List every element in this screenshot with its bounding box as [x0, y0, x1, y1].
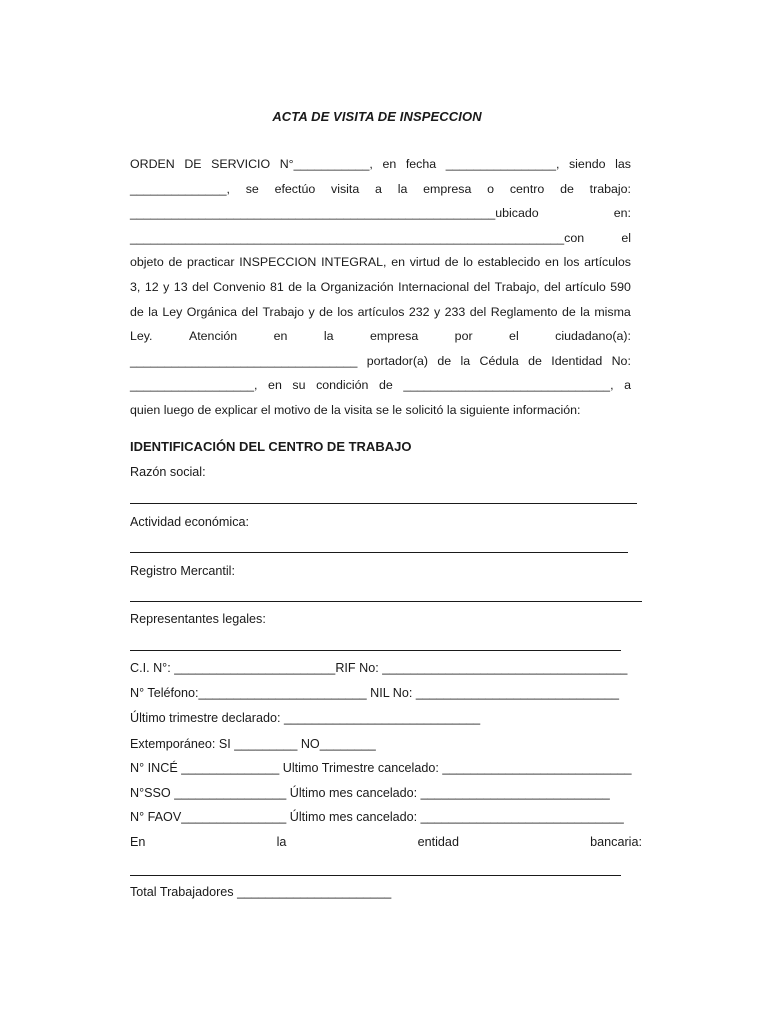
paragraph-word: en:	[613, 206, 631, 221]
section-title: IDENTIFICACIÓN DEL CENTRO DE TRABAJO	[130, 439, 412, 454]
paragraph-word: ______________________________,	[403, 378, 614, 393]
paragraph-word: _______________________________________________________________con	[130, 230, 585, 245]
paragraph-word: los	[337, 304, 354, 319]
paragraph-word: Trabajo,	[494, 279, 540, 294]
paragraph-line	[130, 250, 631, 275]
bancaria-word: En	[130, 835, 146, 849]
paragraph-word: de	[288, 279, 303, 294]
paragraph-word: en	[268, 378, 282, 393]
paragraph-line	[130, 373, 631, 398]
paragraph-word: la	[460, 353, 471, 368]
actividad-label: Actividad económica:	[130, 515, 250, 529]
paragraph-word: _____________________________________________________ubicado	[130, 206, 539, 221]
paragraph-word: o	[487, 181, 495, 196]
paragraph-word: Trabajo	[262, 304, 305, 319]
paragraph-word: Internacional	[398, 279, 470, 294]
paragraph-word: del	[469, 304, 487, 319]
paragraph-word: y	[434, 304, 441, 319]
paragraph-word: misma	[594, 304, 631, 319]
paragraph-word: de	[378, 378, 393, 393]
paragraph-word: artículos	[584, 255, 631, 270]
paragraph-line	[130, 324, 631, 349]
paragraph-word: trabajo:	[589, 181, 631, 196]
paragraph-line	[130, 152, 631, 177]
paragraph-word: portador(a)	[366, 353, 429, 368]
paragraph-word: la	[580, 304, 590, 319]
paragraph-word: de	[528, 353, 542, 368]
paragraph-word: Ley	[162, 304, 183, 319]
paragraph-word: _________________________________	[130, 353, 358, 368]
paragraph-word: del	[473, 279, 491, 294]
paragraph-word: empresa	[423, 181, 472, 196]
representantes-line	[130, 650, 621, 651]
paragraph-word: de	[130, 304, 144, 319]
paragraph-word: objeto	[130, 255, 164, 270]
bancaria-word: bancaria:	[590, 835, 642, 849]
sso-row: N°SSO ________________ Último mes cancelado: ___________________________	[130, 786, 610, 800]
paragraph-word: a	[375, 181, 382, 196]
bancaria-word: la	[276, 835, 287, 849]
paragraph-word: de	[168, 255, 183, 270]
paragraph-line	[130, 226, 631, 251]
paragraph-word: centro	[509, 181, 545, 196]
paragraph-word: lo	[463, 255, 473, 270]
total-trabajadores-row: Total Trabajadores ______________________	[130, 885, 392, 899]
paragraph-line	[130, 275, 631, 300]
paragraph-word: 3,	[130, 279, 141, 294]
paragraph-word: el	[509, 329, 519, 344]
paragraph-line	[130, 300, 631, 325]
trimestre-row: Último trimestre declarado: ____________________________	[130, 711, 481, 725]
faov-row: N° FAOV_______________ Último mes cancelado: _____________________________	[130, 810, 624, 824]
paragraph-word: Convenio	[213, 279, 266, 294]
paragraph-word: de	[319, 304, 333, 319]
registro-line	[130, 601, 642, 602]
paragraph-word: las	[615, 157, 631, 171]
paragraph-word: No:	[611, 353, 631, 368]
razon-social-label: Razón social:	[130, 465, 206, 479]
paragraph-word: ORDEN	[130, 157, 175, 171]
paragraph-word: 12	[144, 279, 159, 294]
document-title: ACTA DE VISITA DE INSPECCION	[272, 109, 482, 124]
paragraph-word: Identidad	[551, 353, 603, 368]
paragraph-word: los	[563, 255, 580, 270]
paragraph-line	[130, 177, 631, 202]
paragraph-word: en	[273, 329, 288, 344]
paragraph-word: por	[454, 329, 473, 344]
paragraph-word: virtud	[409, 255, 441, 270]
registro-label: Registro Mercantil:	[130, 564, 235, 578]
paragraph-word: INSPECCION	[239, 255, 317, 270]
paragraph-word: SERVICIO	[211, 157, 271, 171]
paragraph-word: la	[323, 329, 334, 344]
paragraph-word: condición	[316, 378, 369, 393]
paragraph-word: del	[544, 279, 561, 294]
paragraph-word: y	[308, 304, 315, 319]
paragraph-word: de	[560, 181, 574, 196]
paragraph-word: su	[292, 378, 306, 393]
paragraph-word: visita	[331, 181, 360, 196]
razon-social-line	[130, 503, 637, 504]
paragraph-word: ______________,	[130, 181, 230, 196]
paragraph-word: del	[241, 304, 259, 319]
paragraph-word: Reglamento	[490, 304, 558, 319]
paragraph-line	[130, 349, 631, 374]
paragraph-word: de	[444, 255, 459, 270]
bancaria-line	[130, 875, 621, 876]
paragraph-word: de	[437, 353, 452, 368]
paragraph-word: la	[306, 279, 317, 294]
paragraph-word: DE	[184, 157, 202, 171]
paragraph-word: Organización	[320, 279, 394, 294]
paragraph-word: en	[382, 157, 397, 171]
paragraph-word: practicar	[187, 255, 235, 270]
paragraph-word: de	[562, 304, 576, 319]
paragraph-word: 232	[408, 304, 430, 319]
ince-row: N° INCÉ ______________ Ultimo Trimestre cancelado: ___________________________	[130, 761, 632, 775]
ci-rif-row: C.I. N°: _______________________RIF No: ___________________________________	[130, 661, 628, 675]
paragraph-word: artículo	[565, 279, 606, 294]
paragraph-word: 13	[173, 279, 188, 294]
intro-paragraph	[130, 152, 631, 423]
paragraph-word: 233	[444, 304, 466, 319]
paragraph-word: empresa	[370, 329, 419, 344]
representantes-label: Representantes legales:	[130, 612, 266, 626]
paragraph-word: Orgánica	[186, 304, 238, 319]
paragraph-word: Cédula	[479, 353, 519, 368]
paragraph-word: en	[391, 255, 405, 270]
paragraph-word: ________________,	[445, 157, 560, 171]
paragraph-word: efectúo	[274, 181, 316, 196]
paragraph-word: __________________,	[130, 378, 258, 393]
paragraph-word: establecido	[477, 255, 541, 270]
paragraph-word: fecha	[405, 157, 437, 171]
telefono-nil-row: N° Teléfono:________________________ NIL No: _____________________________	[130, 686, 619, 700]
paragraph-word: se	[245, 181, 259, 196]
paragraph-word: artículos	[357, 304, 405, 319]
paragraph-line	[130, 201, 631, 226]
paragraph-last-line: quien luego de explicar el motivo de la visita se le solicitó la siguiente información:	[130, 402, 581, 417]
paragraph-word: Ley.	[130, 329, 153, 344]
paragraph-word: del	[192, 279, 209, 294]
extemporaneo-row: Extemporáneo: SI _________ NO________	[130, 737, 376, 751]
paragraph-word: INTEGRAL,	[321, 255, 387, 270]
actividad-line	[130, 552, 628, 553]
bancaria-word: entidad	[417, 835, 459, 849]
paragraph-word: 81	[269, 279, 284, 294]
paragraph-word: el	[621, 230, 631, 245]
paragraph-word: ciudadano(a):	[555, 329, 631, 344]
paragraph-word: siendo	[568, 157, 606, 171]
paragraph-word: en	[545, 255, 559, 270]
paragraph-word: y	[163, 279, 170, 294]
bancaria-row	[130, 835, 642, 849]
paragraph-word: Atención	[188, 329, 238, 344]
paragraph-word: 590	[610, 279, 631, 294]
paragraph-word: N°___________,	[279, 157, 373, 171]
paragraph-word: a	[624, 378, 631, 393]
paragraph-word: la	[148, 304, 158, 319]
paragraph-word: la	[397, 181, 408, 196]
